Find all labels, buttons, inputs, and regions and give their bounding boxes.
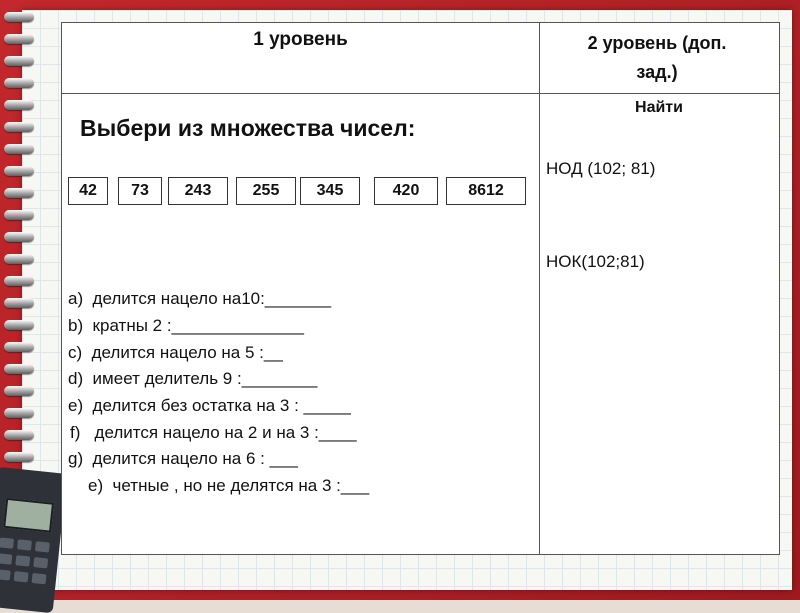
question-e: e) делится без остатка на 3 : _____ <box>68 396 351 415</box>
number-box: 73 <box>118 177 162 205</box>
number-box: 243 <box>168 177 228 205</box>
number-box: 42 <box>68 177 108 205</box>
number-box: 255 <box>236 177 296 205</box>
task-table <box>61 22 780 555</box>
number-box: 345 <box>300 177 360 205</box>
level2-header-line1: 2 уровень (доп. <box>587 33 727 53</box>
level1-header: 1 уровень <box>253 29 348 50</box>
question-d: d) имеет делитель 9 :________ <box>68 369 318 388</box>
question-a: a) делится нацело на10:_______ <box>68 289 332 308</box>
find-title: Найти <box>635 99 683 116</box>
question-h: e) четные , но не делятся на 3 :___ <box>88 476 370 495</box>
number-box: 420 <box>374 177 438 205</box>
gcd-task: НОД (102; 81) <box>546 159 656 178</box>
question-b: b) кратны 2 :______________ <box>68 316 304 335</box>
lcm-task: НОК(102;81) <box>546 252 645 271</box>
row-divider <box>62 93 779 94</box>
question-c: c) делится нацело на 5 :__ <box>68 343 283 362</box>
number-box: 8612 <box>446 177 526 205</box>
level2-header-line2: зад.) <box>636 62 678 82</box>
question-f: f) делится нацело на 2 и на 3 :____ <box>70 423 357 442</box>
task-title: Выбери из множества чисел: <box>80 115 416 141</box>
level2-header <box>552 29 762 87</box>
question-g: g) делится нацело на 6 : ___ <box>68 449 298 468</box>
